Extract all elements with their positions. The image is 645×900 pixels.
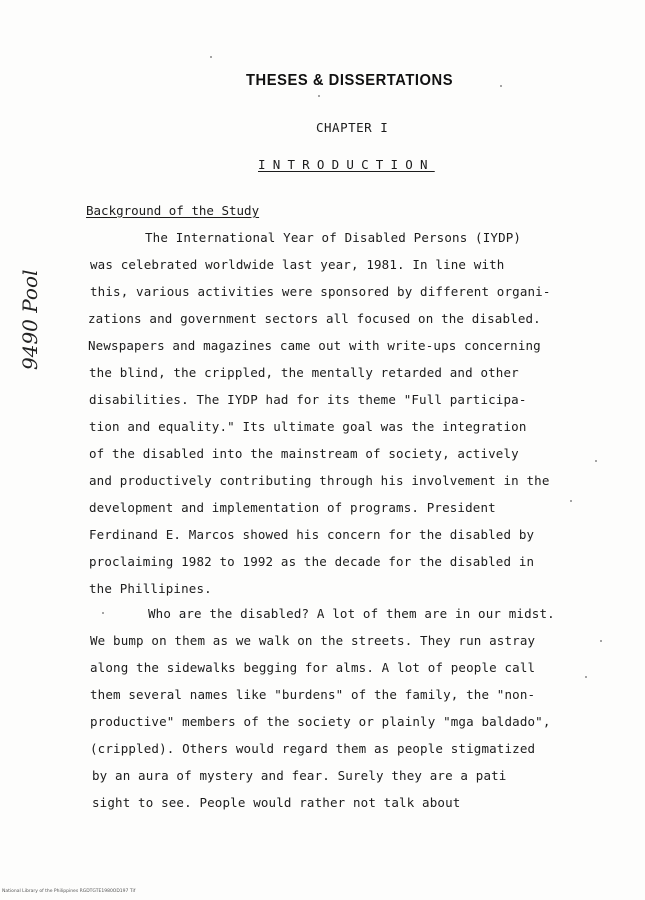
handwritten-margin-note: 9490 Pool bbox=[18, 269, 42, 370]
body-line: productive" members of the society or plainly "mga baldado", bbox=[90, 714, 551, 729]
body-line: proclaiming 1982 to 1992 as the decade for the disabled in bbox=[89, 554, 535, 569]
body-line: Ferdinand E. Marcos showed his concern for the disabled by bbox=[89, 527, 535, 542]
scan-speck bbox=[595, 460, 597, 462]
scan-speck bbox=[600, 640, 602, 642]
body-line: disabilities. The IYDP had for its theme "Full participa- bbox=[89, 392, 527, 407]
body-line: and productively contributing through his involvement in the bbox=[89, 473, 550, 488]
body-line: We bump on them as we walk on the streets. They run astray bbox=[90, 633, 536, 648]
scan-speck bbox=[102, 612, 104, 614]
body-line: development and implementation of programs. President bbox=[89, 500, 496, 515]
body-line: tion and equality." Its ultimate goal was the integration bbox=[89, 419, 527, 434]
body-line: Who are the disabled? A lot of them are in our midst. bbox=[148, 606, 555, 621]
scan-speck bbox=[318, 95, 320, 97]
body-line: the blind, the crippled, the mentally retarded and other bbox=[89, 365, 519, 380]
scan-speck bbox=[500, 85, 502, 87]
page-title: INTRODUCTION bbox=[258, 157, 435, 172]
scan-speck bbox=[570, 500, 572, 502]
body-line: along the sidewalks begging for alms. A lot of people call bbox=[90, 660, 536, 675]
body-line: by an aura of mystery and fear. Surely they are a pati bbox=[92, 768, 507, 783]
body-line: of the disabled into the mainstream of society, actively bbox=[89, 446, 519, 461]
theses-stamp: THESES & DISSERTATIONS bbox=[246, 72, 454, 89]
body-line: zations and government sectors all focused on the disabled. bbox=[88, 311, 541, 326]
body-line: this, various activities were sponsored by different organi- bbox=[90, 284, 551, 299]
body-line: them several names like "burdens" of the family, the "non- bbox=[90, 687, 536, 702]
chapter-heading: CHAPTER I bbox=[316, 120, 389, 135]
body-line: was celebrated worldwide last year, 1981. In line with bbox=[90, 257, 505, 272]
section-heading: Background of the Study bbox=[86, 203, 260, 218]
scan-footer: National Library of the Philippines RGDTGTE1980OD197 Tif bbox=[2, 889, 136, 894]
body-line: sight to see. People would rather not talk about bbox=[92, 795, 461, 810]
scan-speck bbox=[210, 56, 212, 58]
body-line: Newspapers and magazines came out with write-ups concerning bbox=[88, 338, 541, 353]
body-line: (crippled). Others would regard them as people stigmatized bbox=[90, 741, 536, 756]
scan-speck bbox=[585, 676, 587, 678]
body-line: the Phillipines. bbox=[89, 581, 212, 596]
body-line: The International Year of Disabled Persons (IYDP) bbox=[145, 230, 522, 245]
